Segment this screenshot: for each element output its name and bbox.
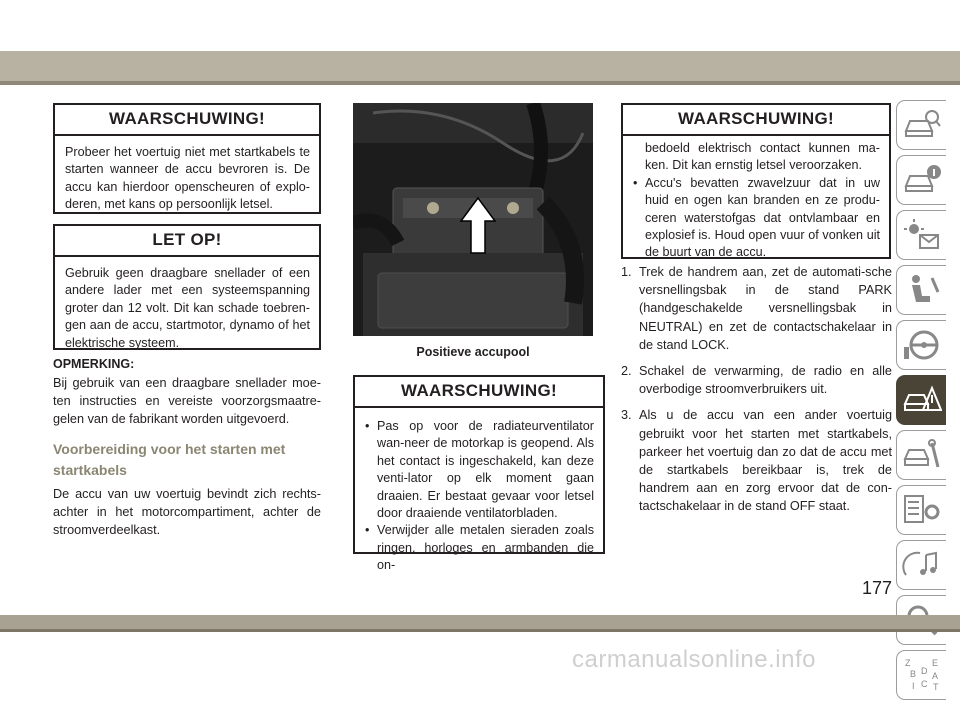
index-letter: B — [909, 669, 916, 679]
tab-index[interactable] — [896, 650, 946, 700]
index-letter: I — [911, 681, 915, 691]
index-letter: C — [920, 679, 927, 689]
caution-box-charger — [53, 224, 321, 350]
warning-box-acid — [621, 103, 891, 259]
car-hazard-icon — [902, 382, 942, 418]
procedure-step — [621, 362, 892, 398]
procedure-steps — [621, 263, 892, 524]
warning-box-fan — [353, 375, 605, 573]
car-search-icon — [902, 107, 942, 143]
tab-service[interactable] — [896, 430, 946, 480]
step-number: 1. — [621, 265, 632, 279]
watermark: carmanualsonline.info — [572, 646, 816, 673]
index-letters-icon — [902, 657, 942, 693]
warning-title: WAARSCHUWING! — [355, 377, 603, 408]
header-band-line — [0, 81, 960, 85]
index-letter: D — [920, 666, 927, 676]
car-service-wrench-icon — [902, 437, 942, 473]
index-letter: A — [931, 671, 938, 681]
tab-car-info[interactable] — [896, 155, 946, 205]
engine-bay-illustration — [353, 103, 593, 336]
tab-multimedia[interactable] — [896, 540, 946, 590]
warning-bullet: • Pas op voor de radiateurventilator wan-neer de motorkap is geopend. Als het contact is ingeschakeld, kan deze venti-lator op elk moment gaan draaien. Er bestaat gevaar voor letsel door draaiende ventilatorbladen. — [365, 418, 594, 522]
multimedia-music-icon — [902, 547, 942, 583]
warning-title: WAARSCHUWING! — [55, 105, 319, 136]
caution-title: LET OP! — [55, 226, 319, 257]
warning-bullet: • Verwijder alle metalen sieraden zoals ringen, horloges en armbanden die on- — [365, 522, 594, 574]
step-text: Als u de accu van een ander voertuig gebruikt voor het starten met startkabels, parkeer het voertuig dan zo dat de accu met de startkabels bereikbaar is, trek de handrem aan en zorg ervoor dat de con-tactschakelaar in de stand OFF staat. — [639, 408, 892, 514]
step-text: Schakel de verwarming, de radio en alle overbodige stroomverbruikers uit. — [639, 364, 892, 397]
note-text: Bij gebruik van een draagbare snellader moe-ten instructies en vereiste voorzorgsmaatre-gelen van de fabrikant worden uitgevoerd. — [53, 376, 321, 426]
tab-emergency[interactable] — [896, 375, 946, 425]
warning-bullet: • Accu's bevatten zwavelzuur dat in uw huid en ogen kan branden en ze produ-ceren waterstofgas dat ontvlambaar en explosief is. Houd open vuur of vonken uit de buurt van de accu. — [633, 175, 880, 262]
page-number: 177 — [862, 578, 893, 598]
header-band — [0, 51, 960, 81]
section-heading: Voorbereiding voor het starten met startkabels — [53, 441, 286, 478]
warning-text: Probeer het voertuig niet met startkabels te starten wanneer de accu bevroren is. De accu kan hierdoor openscheuren of explo-deren, met kans op persoonlijk letsel. — [65, 145, 310, 212]
tab-car-search[interactable] — [896, 100, 946, 150]
step-text: Trek de handrem aan, zet de automati-sche versnellingsbak in de stand PARK (handgeschakelde versnellingsbak in NEUTRAL) en zet de contactschakelaar in de stand LOCK. — [639, 265, 892, 352]
car-info-icon — [902, 162, 942, 198]
warning-box-frozen-battery — [53, 103, 321, 214]
procedure-step — [621, 263, 892, 354]
warning-title: WAARSCHUWING! — [623, 105, 889, 136]
warning-list — [623, 136, 889, 272]
warning-light-message-icon — [902, 217, 942, 253]
procedure-step — [621, 406, 892, 515]
tab-safety[interactable] — [896, 265, 946, 315]
warning-continuation: bedoeld elektrisch contact kunnen ma-ken. Dit kan ernstig letsel veroorzaken. — [645, 141, 880, 173]
index-letter: Z — [904, 658, 910, 668]
tab-specifications[interactable] — [896, 485, 946, 535]
tab-driving[interactable] — [896, 320, 946, 370]
note-label: OPMERKING: — [53, 357, 135, 371]
battery-photo — [353, 103, 593, 336]
step-number: 3. — [621, 408, 632, 423]
footer-band — [0, 615, 960, 629]
step-number: 2. — [621, 364, 632, 379]
footer-band-line — [0, 629, 960, 632]
seat-airbag-icon — [902, 272, 942, 308]
index-letter: E — [931, 658, 938, 668]
steering-wheel-icon — [902, 327, 942, 363]
index-letter: T — [932, 682, 938, 692]
caution-text: Gebruik geen draagbare snellader of een andere lader met een systeemspanning groter dan 12 volt. Dit kan schade toebren-gen aan de accu, startmotor, dynamo of het elektrische systeem. — [65, 266, 310, 350]
specifications-gear-icon — [902, 492, 942, 528]
photo-caption: Positieve accupool — [416, 345, 530, 359]
tab-warning-lights[interactable] — [896, 210, 946, 260]
section-text: De accu van uw voertuig bevindt zich rechts-achter in het motorcompartiment, achter de stroomverdeelkast. — [53, 487, 321, 537]
warning-list — [355, 408, 603, 585]
